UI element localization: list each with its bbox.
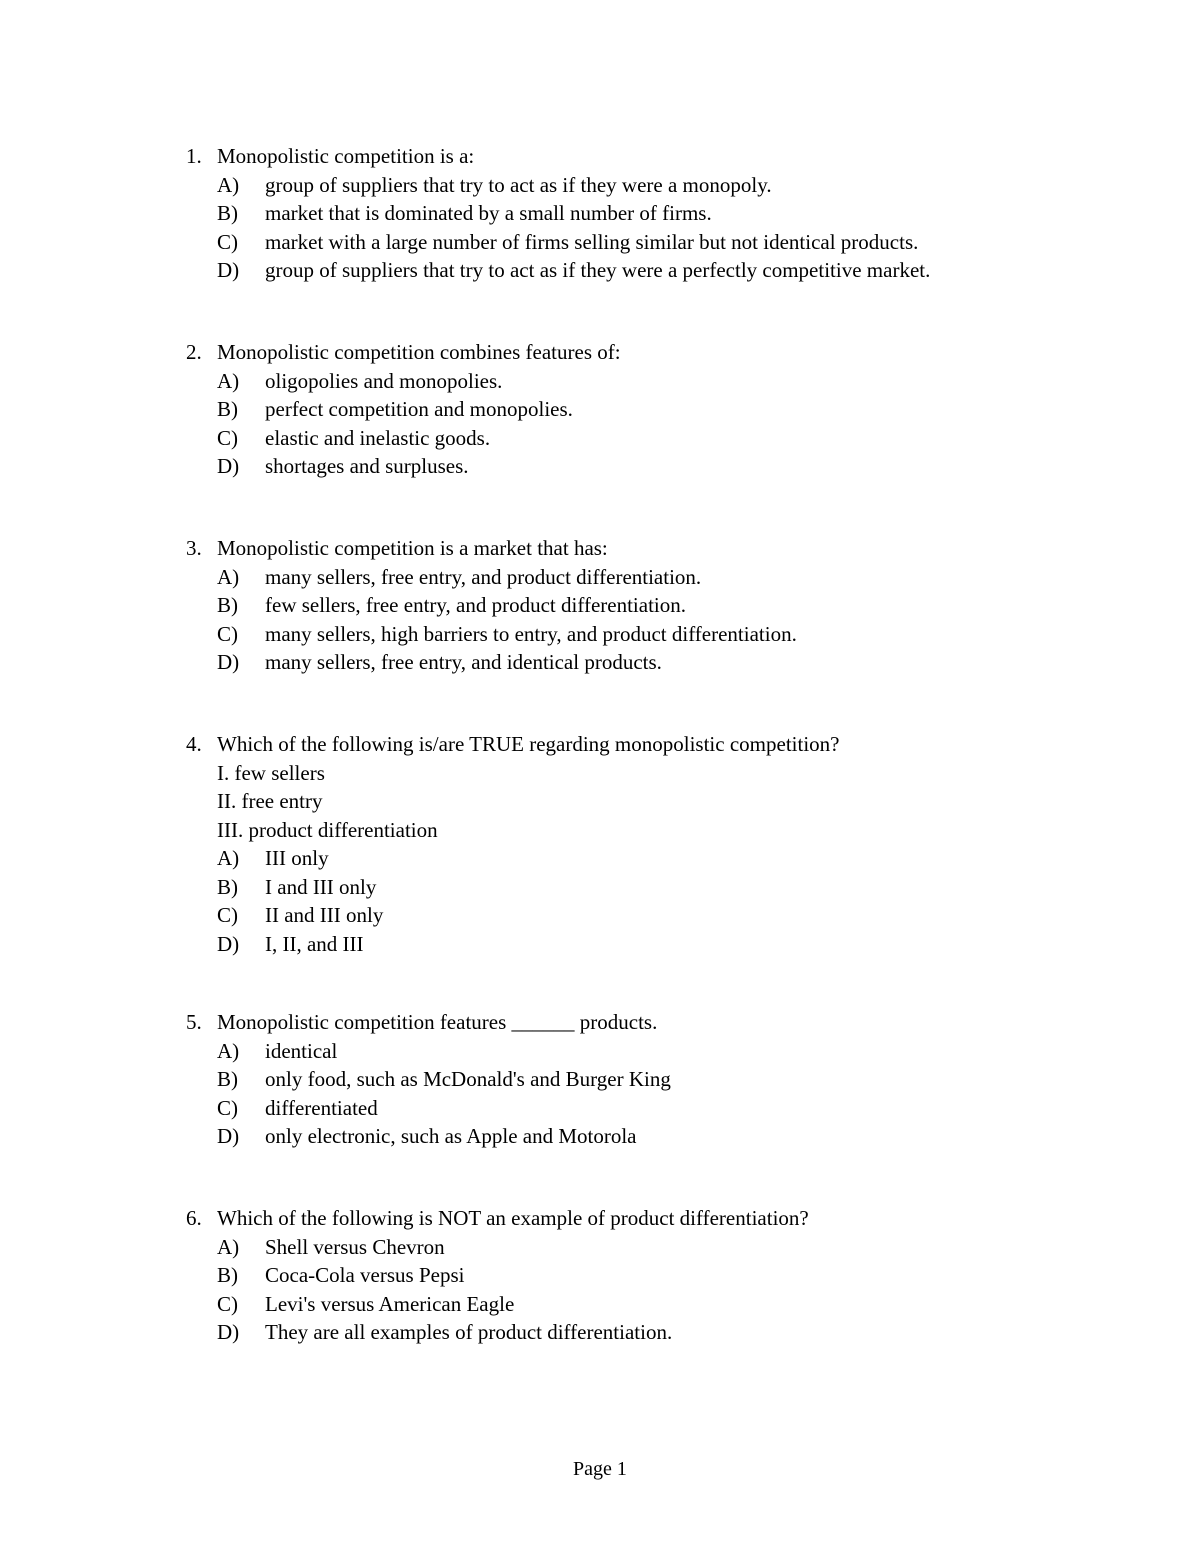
question-stem (186, 1204, 1086, 1233)
choice-letter: A) (217, 1234, 240, 1259)
choice-b (186, 1065, 1086, 1094)
choice-c (186, 1094, 1086, 1123)
choice-text: market with a large number of firms selling similar but not identical products. (265, 229, 919, 254)
choice-a (186, 1037, 1086, 1066)
choice-c (186, 1290, 1086, 1319)
choice-letter: B) (217, 1263, 238, 1287)
choice-letter: C) (217, 1095, 238, 1120)
choice-letter: D) (217, 454, 240, 478)
choice-d (186, 256, 1086, 285)
question-5 (186, 1008, 1086, 1151)
choice-letter: A) (217, 172, 240, 197)
choice-c (186, 424, 1086, 453)
choice-a (186, 844, 1086, 873)
choice-letter: B) (217, 874, 238, 899)
choice-text: Shell versus Chevron (265, 1234, 445, 1259)
choice-letter: C) (217, 621, 238, 646)
choice-text: elastic and inelastic goods. (265, 425, 491, 450)
choice-letter: C) (217, 425, 238, 450)
choice-letter: C) (217, 1291, 238, 1316)
choice-letter: C) (217, 903, 238, 927)
choice-text: I and III only (265, 874, 377, 899)
choice-b (186, 873, 1086, 902)
choice-d (186, 452, 1086, 481)
choice-letter: A) (217, 1038, 240, 1063)
choice-letter: D) (217, 931, 240, 956)
choice-letter: B) (217, 201, 238, 225)
question-stem (186, 534, 1086, 563)
choice-text: They are all examples of product differentiation. (265, 1320, 673, 1344)
choice-c (186, 228, 1086, 257)
question-6 (186, 1204, 1086, 1347)
premise-item: III. product differentiation (217, 817, 438, 842)
question-text: Which of the following is/are TRUE regarding monopolistic competition? (217, 732, 840, 756)
choice-letter: A) (217, 368, 240, 393)
question-number: 1. (186, 144, 202, 168)
choice-a (186, 563, 1086, 592)
choice-letter: A) (217, 846, 240, 870)
choice-letter: D) (217, 258, 240, 282)
question-number: 2. (186, 340, 202, 364)
premise-item: I. few sellers (217, 760, 325, 785)
choice-text: many sellers, free entry, and identical products. (265, 650, 662, 674)
choice-d (186, 1318, 1086, 1347)
question-text: Monopolistic competition combines features of: (217, 340, 621, 364)
question-stem (186, 730, 1086, 759)
question-stem (186, 142, 1086, 171)
choice-a (186, 367, 1086, 396)
question-text: Monopolistic competition features ______ products. (217, 1010, 658, 1034)
choice-b (186, 1261, 1086, 1290)
choice-d (186, 930, 1086, 959)
question-stem (186, 338, 1086, 367)
question-stem (186, 1008, 1086, 1037)
choice-b (186, 395, 1086, 424)
question-text: Which of the following is NOT an example of product differentiation? (217, 1206, 809, 1230)
choice-c (186, 901, 1086, 930)
choice-letter: D) (217, 1320, 240, 1344)
choice-text: shortages and surpluses. (265, 454, 469, 478)
choice-text: III only (265, 846, 329, 870)
choice-b (186, 199, 1086, 228)
choice-a (186, 171, 1086, 200)
question-number: 5. (186, 1010, 202, 1034)
question-1 (186, 142, 1086, 285)
choice-text: II and III only (265, 903, 384, 927)
question-3 (186, 534, 1086, 677)
choice-c (186, 620, 1086, 649)
question-number: 6. (186, 1206, 202, 1230)
choice-text: only electronic, such as Apple and Motorola (265, 1124, 637, 1148)
choice-text: few sellers, free entry, and product differentiation. (265, 593, 686, 617)
question-text: Monopolistic competition is a market that has: (217, 536, 608, 560)
question-text: Monopolistic competition is a: (217, 144, 475, 168)
question-number: 4. (186, 732, 202, 756)
premise-item: II. free entry (217, 789, 323, 813)
choice-b (186, 591, 1086, 620)
choice-a (186, 1233, 1086, 1262)
choice-letter: C) (217, 229, 238, 254)
question-2 (186, 338, 1086, 481)
choice-text: perfect competition and monopolies. (265, 397, 573, 421)
choice-d (186, 648, 1086, 677)
choice-text: differentiated (265, 1095, 378, 1120)
choice-text: group of suppliers that try to act as if they were a perfectly competitive market. (265, 258, 931, 282)
choice-text: group of suppliers that try to act as if they were a monopoly. (265, 172, 772, 197)
choice-letter: B) (217, 1067, 238, 1091)
choice-letter: A) (217, 564, 240, 589)
choice-text: Coca-Cola versus Pepsi (265, 1263, 465, 1287)
question-4 (186, 730, 1086, 958)
question-number: 3. (186, 536, 202, 560)
choice-text: market that is dominated by a small number of firms. (265, 201, 712, 225)
page-number: Page 1 (573, 1458, 627, 1480)
choice-letter: D) (217, 1124, 240, 1148)
choice-letter: B) (217, 593, 238, 617)
choice-text: many sellers, free entry, and product differentiation. (265, 564, 702, 589)
choice-text: oligopolies and monopolies. (265, 368, 503, 393)
choice-d (186, 1122, 1086, 1151)
choice-text: many sellers, high barriers to entry, and product differentiation. (265, 621, 797, 646)
choice-letter: D) (217, 650, 240, 674)
choice-letter: B) (217, 397, 238, 421)
choice-text: Levi's versus American Eagle (265, 1291, 515, 1316)
choice-text: I, II, and III (265, 931, 364, 956)
choice-text: only food, such as McDonald's and Burger King (265, 1067, 671, 1091)
choice-text: identical (265, 1038, 338, 1063)
